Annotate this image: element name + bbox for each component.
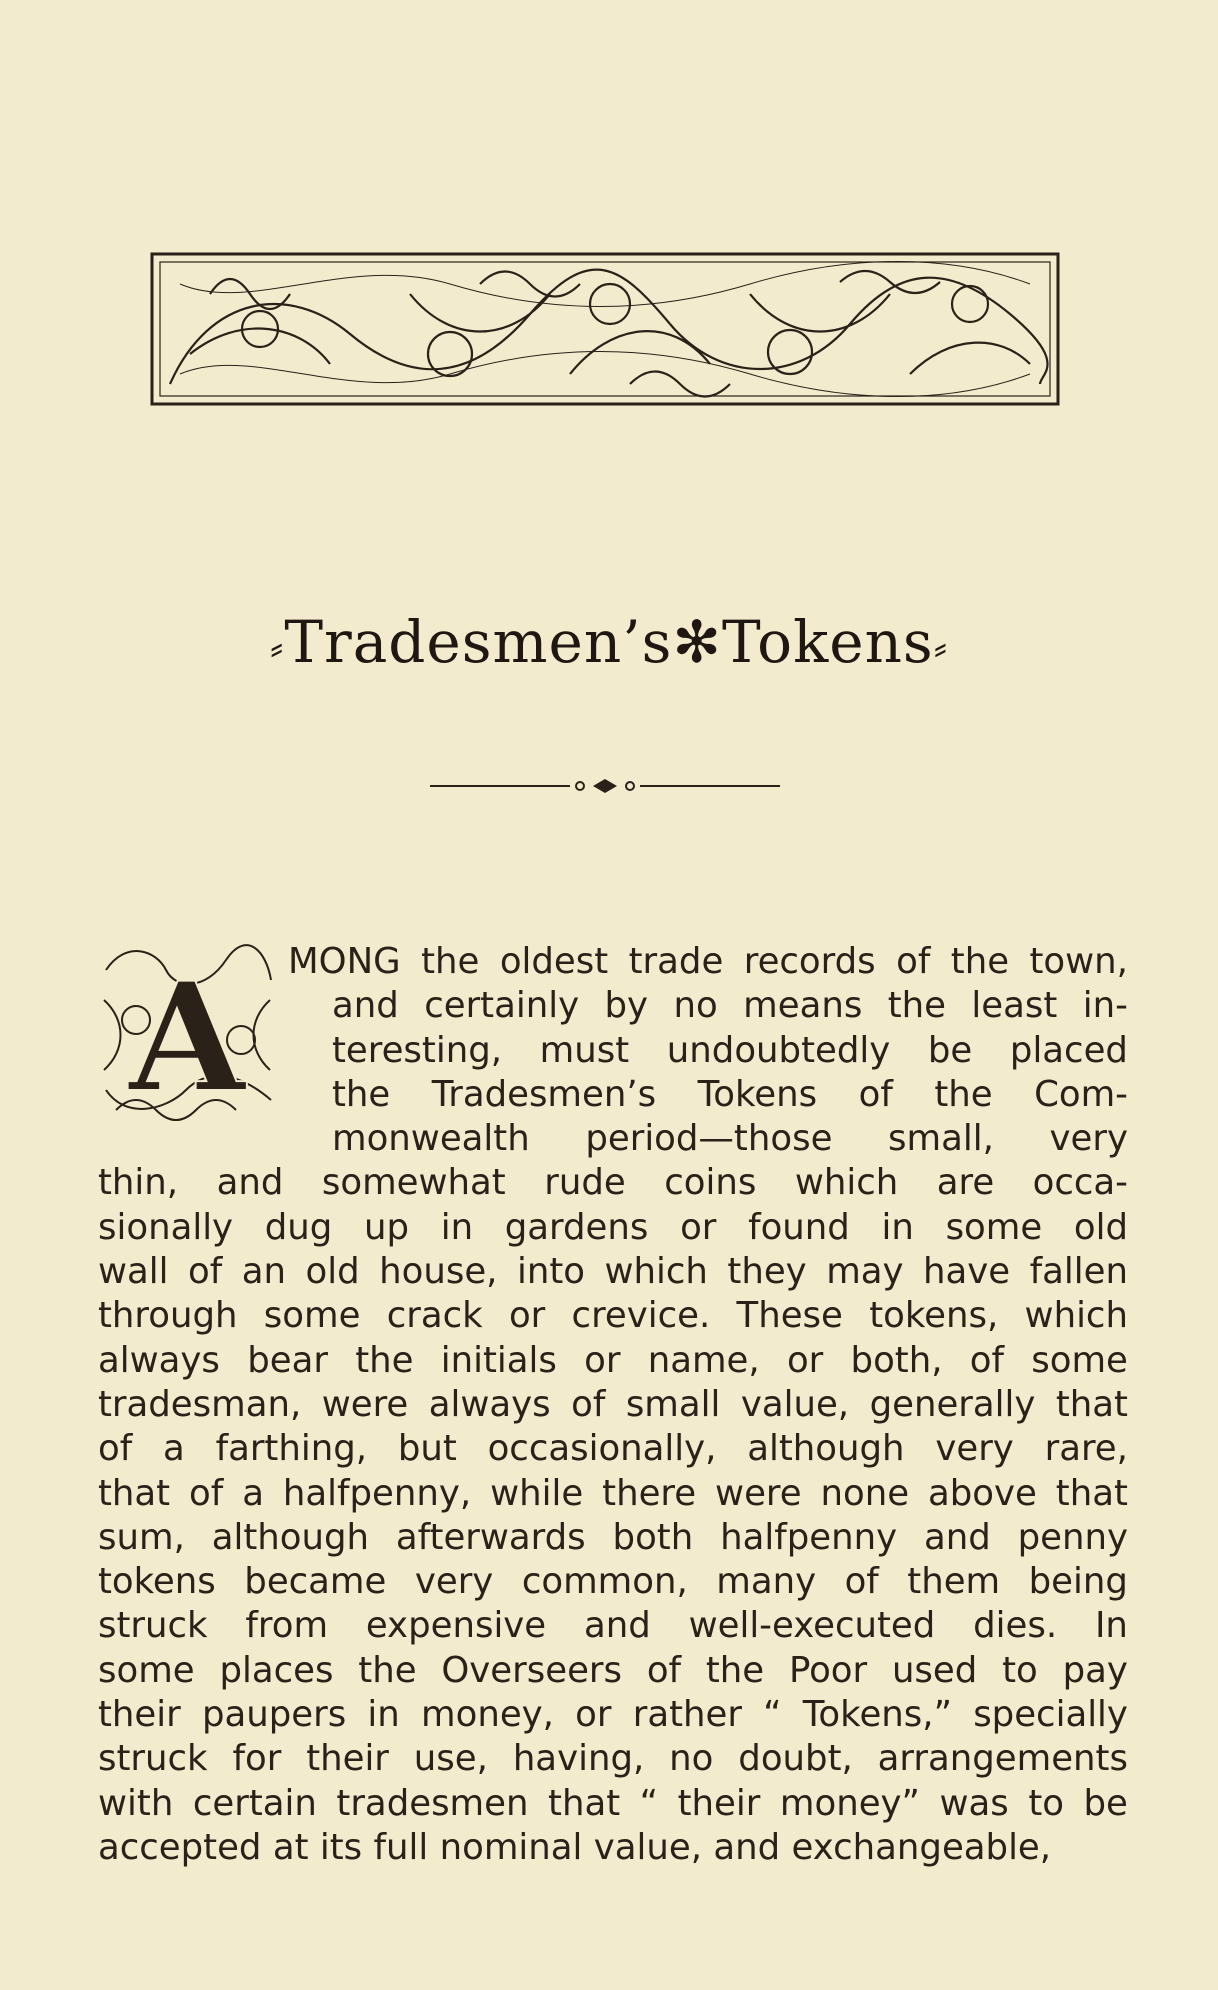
text-line: thin, and somewhat rude coins which are occa- (98, 1162, 1128, 1204)
text-line: sionally dug up in gardens or found in some old (98, 1206, 1128, 1248)
text-line: teresting, must undoubtedly be placed (332, 1029, 1128, 1071)
text-line: their paupers in money, or rather “ Tokens,” specially (98, 1694, 1128, 1736)
text-line: of a farthing, but occasionally, although very rare, (98, 1428, 1128, 1470)
text-line: through some crack or crevice. These tokens, which (98, 1295, 1128, 1337)
text-line: MONG the oldest trade records of the town, (288, 941, 1128, 982)
body-paragraph (98, 940, 1128, 1870)
text-line: struck from expensive and well-executed dies. In (98, 1605, 1128, 1647)
title-text: Tradesmen’s✻Tokens (284, 608, 934, 676)
text-line: tokens became very common, many of them being (98, 1561, 1128, 1603)
text-line: that of a halfpenny, while there were none above that (98, 1472, 1128, 1514)
text-line: and certainly by no means the least in- (332, 985, 1128, 1027)
drop-cap-letter: A (128, 950, 246, 1122)
text-line: the Tradesmen’s Tokens of the Com- (332, 1073, 1128, 1115)
text-line: accepted at its full nominal value, and exchangeable, (98, 1826, 1052, 1868)
title-left-flourish: ⸗ (269, 624, 285, 671)
divider-ornament-icon (430, 774, 780, 798)
text-line: struck for their use, having, no doubt, arrangements (98, 1738, 1128, 1780)
text-line: always bear the initials or name, or both, of some (98, 1339, 1128, 1381)
text-line: monwealth period—those small, very (332, 1118, 1128, 1160)
text-line: with certain tradesmen that “ their money” was to be (98, 1782, 1128, 1824)
chapter-title (0, 608, 1218, 676)
text-line: some places the Overseers of the Poor used to pay (98, 1649, 1128, 1691)
ornamental-headpiece (150, 234, 1062, 420)
text-line: sum, although afterwards both halfpenny and penny (98, 1516, 1128, 1558)
scroll-ornament-icon (150, 234, 1062, 420)
text-line: wall of an old house, into which they may have fallen (98, 1251, 1128, 1293)
section-divider (430, 774, 780, 798)
title-right-flourish: ⸗ (933, 624, 949, 671)
text-line: tradesman, were always of small value, generally that (98, 1383, 1128, 1425)
